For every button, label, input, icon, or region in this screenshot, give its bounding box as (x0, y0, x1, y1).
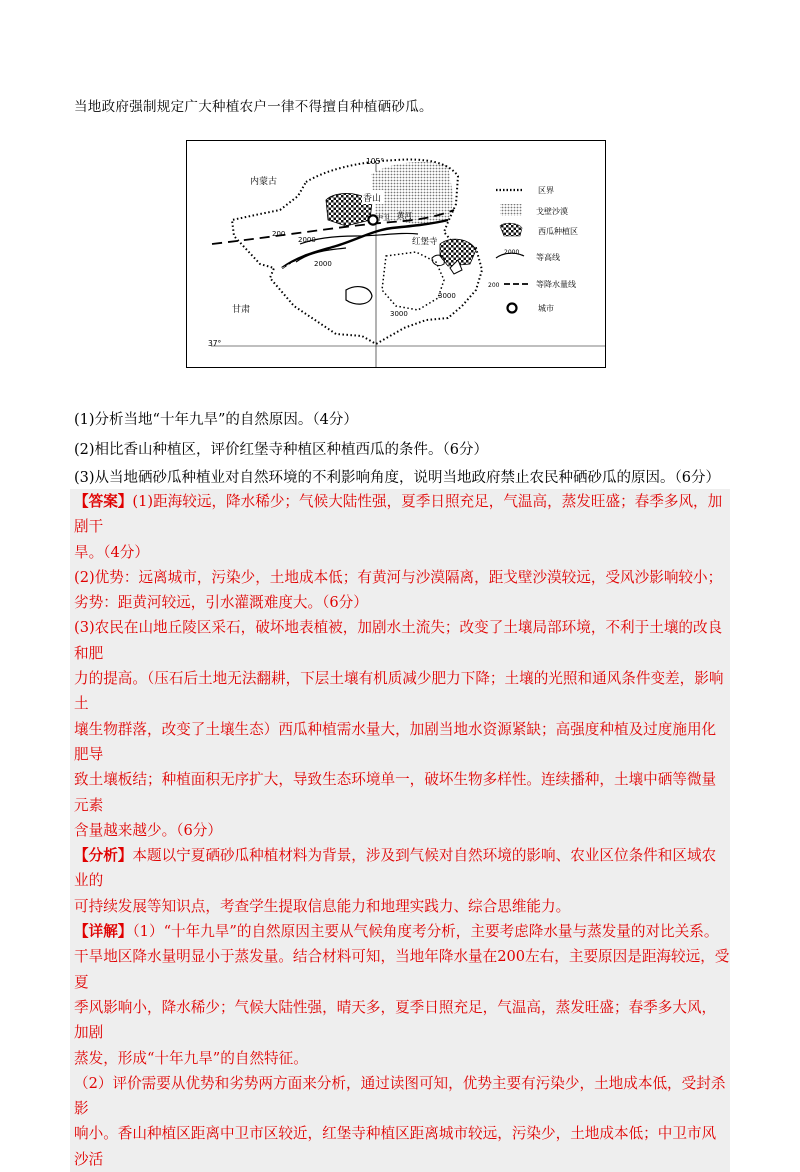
answer-line: 【答案】(1)距海较远，降水稀少；气候大陆性强，夏季日照充足，气温高，蒸发旺盛；春季多风，加剧干 (74, 493, 723, 536)
detail-line: 干旱地区降水量明显小于蒸发量。结合材料可知，当地年降水量在200左右，主要原因是距海较远，受夏 (74, 948, 730, 991)
intro-text: 当地政府强制规定广大种植农户一律不得擅自种植硒砂瓜。 (74, 99, 433, 115)
legend-isohyet: 等降水量线 (536, 280, 576, 289)
answer-block (70, 489, 730, 1172)
label-c200: 200 (272, 230, 286, 238)
label-neimenggu: 内蒙古 (250, 177, 278, 187)
answer-line: 致土壤板结；种植面积无序扩大，导致生态环境单一，破坏生物多样性。连续播种，土壤中硒等微量元素 (74, 771, 717, 814)
answer-line: (3)农民在山地丘陵区采石，破坏地表植被，加剧水土流失；改变了土壤局部环境，不利于土壤的改良和肥 (74, 619, 723, 662)
label-gansu: 甘肃 (232, 305, 251, 315)
question-3: (3)从当地硒砂瓜种植业对自然环境的不利影响角度，说明当地政府禁止农民种硒砂瓜的原因。（6分） (74, 470, 721, 486)
label-zhongwei: 中卫 (376, 214, 390, 222)
legend-desert: 戈壁沙漠 (536, 207, 568, 216)
label-hongbaosi: 红堡寺 (412, 237, 438, 247)
detail-line: 【详解】（1）“十年九旱”的自然原因主要从气候角度考分析，主要考虑降水量与蒸发量的对比关系。 (74, 923, 719, 941)
analysis-tag: 【分析】 (74, 847, 133, 865)
legend-city: 城市 (538, 304, 554, 313)
answer-line: 劣势：距黄河较远，引水灌溉难度大。（6分） (74, 594, 368, 612)
detail-tag: 【详解】 (74, 923, 133, 941)
label-c2000b: 2000 (314, 260, 332, 268)
answer-line: 力的提高。（压石后土地无法翻耕，下层土壤有机质减少肥力下降；土壤的光照和通风条件变差，影响土 (74, 670, 724, 713)
question-1: (1)分析当地“十年九旱”的自然原因。（4分） (74, 412, 358, 428)
label-c3000b: 3000 (390, 310, 408, 318)
analysis-line: 可持续发展等知识点，考查学生提取信息能力和地理实践力、综合思维能力。 (74, 897, 571, 915)
legend-contour: 等高线 (536, 253, 560, 262)
detail-line: 响小。香山种植区距离中卫市区较近，红堡寺种植区距离城市较远，污染少，土地成本低；中卫市风沙活 (74, 1125, 717, 1168)
answer-tag: 【答案】 (74, 493, 133, 510)
analysis-line: 【分析】本题以宁夏硒砂瓜种植材料为背景，涉及到气候对自然环境的影响、农业区位条件和区域农业的 (74, 847, 717, 890)
region-map (186, 140, 606, 368)
label-xiangshan: 香山 (363, 194, 382, 204)
label-c2000a: 2000 (298, 236, 316, 244)
answer-line: 旱。（4分） (74, 543, 149, 561)
answer-line: 含量越来越少。（6分） (74, 821, 222, 839)
legend-boundary: 区界 (538, 186, 554, 195)
detail-line: 季风影响小，降水稀少；气候大陆性强，晴天多，夏季日照充足，气温高，蒸发旺盛；春季多大风，加剧 (74, 998, 717, 1042)
question-2: (2)相比香山种植区，评价红堡寺种植区种植西瓜的条件。（6分） (74, 442, 489, 458)
label-huanghe: 黄河 (397, 211, 412, 220)
detail-line: 蒸发，形成“十年九旱”的自然特征。 (74, 1049, 308, 1067)
detail-line: （2）评价需要从优势和劣势两方面来分析，通过读图可知，优势主要有污染少，土地成本低，受封杀影 (74, 1074, 726, 1118)
label-lon: 105° (366, 157, 385, 166)
answer-line: 壤生物群落，改变了土壤生态）西瓜种植需水量大，加剧当地水资源紧缺；高强度种植及过度施用化肥导 (74, 720, 717, 763)
legend-melon: 西瓜种植区 (538, 227, 578, 236)
legend-contour-value: 2000 (504, 249, 520, 256)
answer-line: (2)优势：远离城市，污染少，土地成本低；有黄河与沙漠隔离，距戈壁沙漠较远，受风沙影响较小； (74, 568, 723, 586)
label-lat: 37° (208, 339, 222, 348)
label-c3000a: 3000 (438, 292, 456, 300)
legend-isohyet-value: 200 (488, 282, 500, 289)
